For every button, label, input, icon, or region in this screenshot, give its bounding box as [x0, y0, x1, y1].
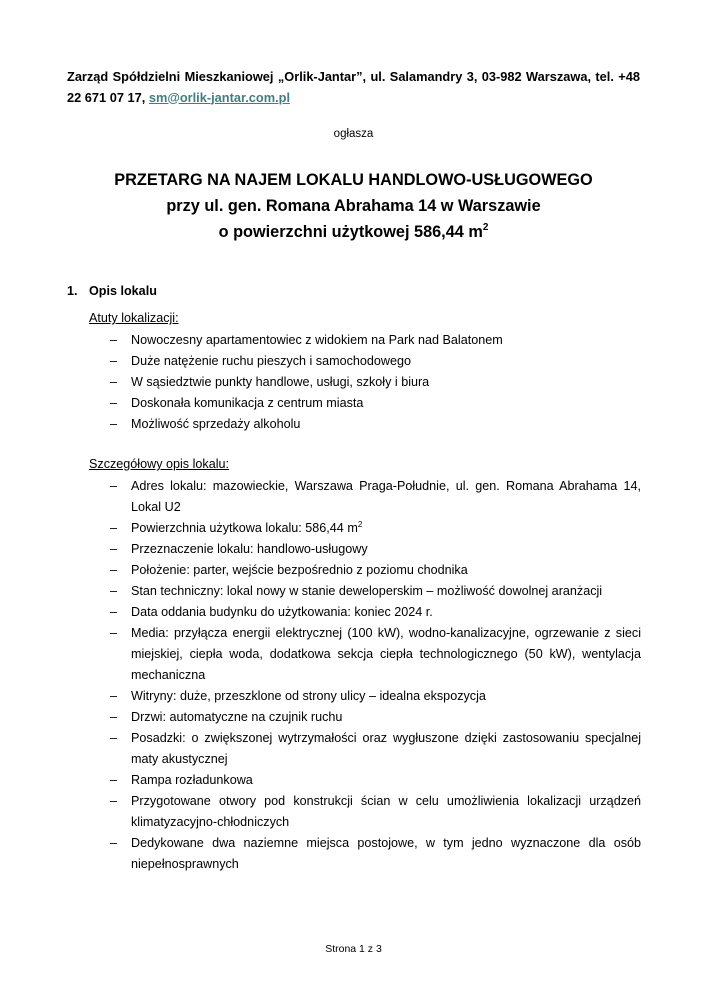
list-item — [89, 330, 641, 351]
area-sup: 2 — [357, 520, 363, 529]
section-number: 1. — [67, 284, 78, 298]
announces-text: ogłasza — [333, 128, 374, 140]
dash-bullet: – — [110, 333, 118, 347]
list-item-text: Możliwość sprzedaży alkoholu — [131, 417, 301, 431]
list-item — [89, 476, 641, 518]
dash-bullet: – — [110, 521, 118, 535]
list-item — [89, 623, 641, 686]
title-line-1: PRZETARG NA NAJEM LOKALU HANDLOWO-USŁUGOWEGO — [114, 171, 593, 189]
list-item-text: Posadzki: o zwiększonej wytrzymałości oraz wygłuszone dzięki zastosowaniu specjalnej maty akustycznej — [131, 731, 641, 766]
issuer-email-link[interactable]: sm@orlik-jantar.com.pl — [148, 89, 291, 105]
dash-bullet: – — [110, 773, 118, 787]
title-sup: 2 — [482, 222, 489, 233]
list-item — [89, 686, 641, 707]
section-title: Opis lokalu — [89, 284, 157, 298]
list-item-text: Adres lokalu: mazowieckie, Warszawa Praga-Południe, ul. gen. Romana Abrahama 14, Lokal U2 — [131, 479, 641, 514]
list-item — [89, 833, 641, 875]
list-item — [89, 539, 641, 560]
list-item — [89, 372, 641, 393]
dash-bullet: – — [110, 354, 118, 368]
list-item-text: Duże natężenie ruchu pieszych i samochodowego — [131, 354, 412, 368]
list-item — [89, 602, 641, 623]
list-item — [89, 791, 641, 833]
section-heading — [67, 284, 157, 298]
title-line-3 — [0, 219, 707, 245]
list-item-text: Przeznaczenie lokalu: handlowo-usługowy — [131, 542, 368, 556]
dash-bullet: – — [110, 794, 118, 808]
dash-bullet: – — [110, 375, 118, 389]
list-item-text: Rampa rozładunkowa — [131, 773, 253, 787]
title-line-3-text: o powierzchni użytkowej 586,44 m — [218, 223, 483, 241]
list-item-text: Przygotowane otwory pod konstrukcji ścian w celu umożliwienia lokalizacji urządzeń klimatyzacyjno-chłodniczych — [131, 794, 641, 829]
detailed-description-list — [89, 476, 641, 875]
list-item-text: Nowoczesny apartamentowiec z widokiem na Park nad Balatonem — [131, 333, 503, 347]
list-item — [89, 707, 641, 728]
list-item — [89, 581, 641, 602]
list-item — [89, 728, 641, 770]
list-item-text: Położenie: parter, wejście bezpośrednio z poziomu chodnika — [131, 563, 468, 577]
list-item-text: Stan techniczny: lokal nowy w stanie deweloperskim – możliwość dowolnej aranżacji — [131, 584, 603, 598]
dash-bullet: – — [110, 689, 118, 703]
dash-bullet: – — [110, 417, 118, 431]
list-item — [89, 351, 641, 372]
detailed-description-label: Szczegółowy opis lokalu: — [89, 457, 230, 471]
dash-bullet: – — [110, 563, 118, 577]
dash-bullet: – — [110, 479, 118, 493]
title-line-2: przy ul. gen. Romana Abrahama 14 w Warszawie — [166, 197, 541, 215]
list-item-text: Media: przyłącza energii elektrycznej (100 kW), wodno-kanalizacyjne, ogrzewanie z sieci miejskiej, ciepła woda, dodatkowa sekcja ciepła technologicznego (50 kW), wentylacja mechaniczna — [131, 626, 641, 682]
dash-bullet: – — [110, 836, 118, 850]
list-item — [89, 518, 641, 539]
dash-bullet: – — [110, 731, 118, 745]
list-item-text: Drzwi: automatyczne na czujnik ruchu — [131, 710, 343, 724]
dash-bullet: – — [110, 605, 118, 619]
issuer-text: Zarząd Spółdzielni Mieszkaniowej „Orlik-Jantar”, ul. Salamandry 3, 03-982 Warszawa, tel. +48 22 671 07 17, — [67, 69, 640, 105]
dash-bullet: – — [110, 710, 118, 724]
list-item-text: Doskonała komunikacja z centrum miasta — [131, 396, 364, 410]
list-item — [89, 414, 641, 435]
list-item — [89, 770, 641, 791]
location-advantages-label: Atuty lokalizacji: — [89, 311, 179, 325]
list-item-text: Data oddania budynku do użytkowania: koniec 2024 r. — [131, 605, 433, 619]
dash-bullet: – — [110, 584, 118, 598]
document-title — [0, 167, 707, 245]
list-item-text: Witryny: duże, przeszklone od strony ulicy – idealna ekspozycja — [131, 689, 486, 703]
location-advantages-list — [89, 330, 641, 435]
dash-bullet: – — [110, 396, 118, 410]
list-item-text: W sąsiedztwie punkty handlowe, usługi, szkoły i biura — [131, 375, 430, 389]
list-item-text: Dedykowane dwa naziemne miejsca postojowe, w tym jedno wyznaczone dla osób niepełnosprawnych — [131, 836, 641, 871]
dash-bullet: – — [110, 626, 118, 640]
issuer-header — [67, 67, 640, 108]
list-item-text: Powierzchnia użytkowa lokalu: 586,44 m — [131, 521, 358, 535]
list-item — [89, 560, 641, 581]
dash-bullet: – — [110, 542, 118, 556]
page-number: Strona 1 z 3 — [325, 943, 382, 955]
list-item — [89, 393, 641, 414]
